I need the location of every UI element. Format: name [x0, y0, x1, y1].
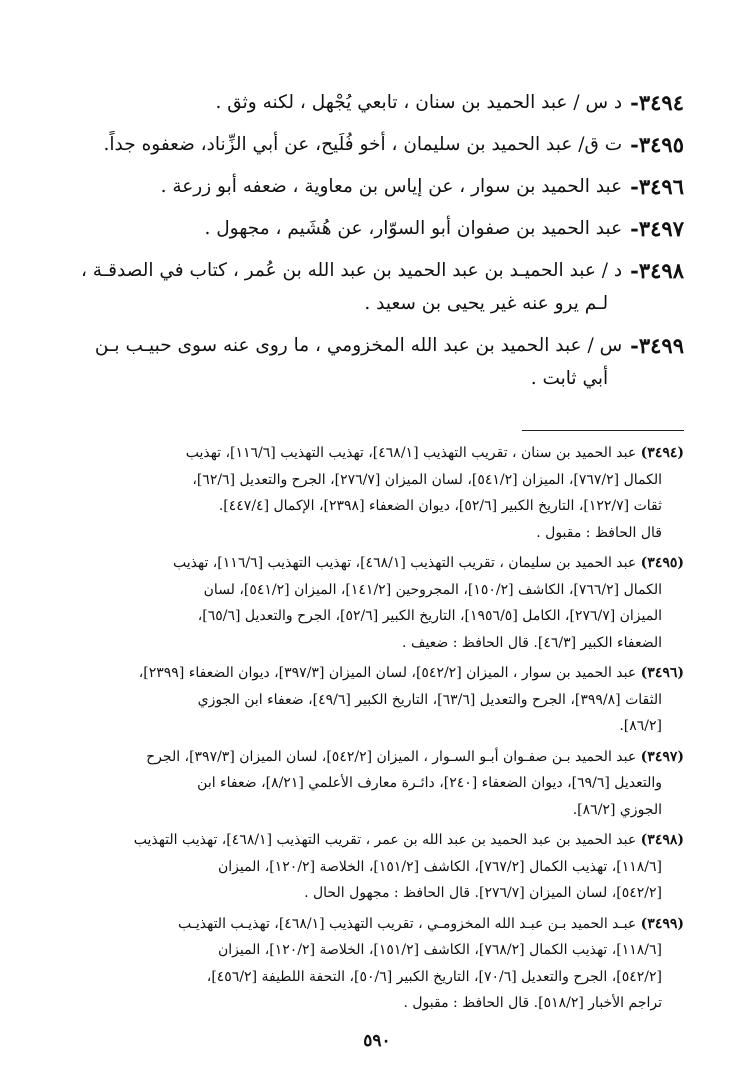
footnote-text: الجوزي [٨٦/٢].: [572, 801, 662, 818]
entry-number: ٣٤٩٤: [638, 90, 684, 115]
entry: ٣٤٩٥ - ت ق/ عبد الحميد بن سليمان ، أخو فُلَيح، عن أبي الزِّناد، ضعفوه جداً.: [64, 128, 684, 161]
entry: ٣٤٩٧ - عبد الحميد بن صفوان أبو السوّار، عن هُشَيم ، مجهول .: [64, 212, 684, 245]
entry-text-continued: أبي ثابت .: [530, 368, 609, 389]
entry: ٣٤٩٨ - د / عبد الحميـد بن عبد الحميد بن عبد الله بن عُمر ، كتاب في الصدقـة ، لـم يرو عنه غير يحيى بن سعيد .: [64, 254, 684, 320]
footnote-text: ثقات [١٢٢/٧]، التاريخ الكبير [٥٢/٦]، ديوان الضعفاء [٢٣٩٨]، الإكمال [٤٤٧/٤].: [218, 498, 662, 514]
footnote-text: عبد الحميد بن عبد الحميد بن عبد الله بن عمر ، تقريب التهذيب [٤٦٨/١]، تهذيب التهذيب: [133, 832, 637, 848]
footnote-text: [٨٦/٢].: [619, 718, 662, 734]
footnote-text: الميزان [٢٧٦/٧]، الكامل [١٩٥٦/٥]، التاريخ الكبير [٥٢/٦]، الجرح والتعديل [٦٥/٦]،: [197, 608, 662, 624]
footnote: [66, 911, 684, 1017]
footnote-number: (٣٤٩٥): [640, 555, 684, 571]
footnote-text: عبد الحميد بن سليمان ، تقريب التهذيب [٤٦٨/١]، تهذيب التهذيب [١١٦/٦]، تهذيب: [173, 555, 637, 571]
page-number: ٥٩٠: [363, 1031, 391, 1051]
footnote-text: الكمال [٧٦٦/٢]، الكاشف [١٥٠/٢]، المجروحين [١٤١/٢]، الميزان [٥٤١/٢]، لسان: [203, 581, 662, 598]
footnote-number: (٣٤٩٦): [640, 665, 684, 681]
entry-text: عبد الحميد بن صفوان أبو السوّار، عن هُشَيم ، مجهول .: [204, 218, 623, 239]
entry-text: د س / عبد الحميد بن سنان ، تابعي يُجْهل ، لكنه وثق .: [215, 92, 623, 113]
footnote-number: (٣٤٩٩): [640, 915, 684, 932]
footnote: [66, 660, 684, 740]
footnote-text: تراجم الأخبار [٥١٨/٢]. قال الحافظ : مقبول .: [403, 995, 662, 1011]
entry-number: ٣٤٩٥: [638, 132, 684, 157]
footnote-text: [١١٨/٦]، تهذيب الكمال [٧٦٧/٢]، الكاشف [١٥١/٢]، الخلاصة [١٢٠/٢]، الميزان: [217, 858, 662, 875]
entry-text: د / عبد الحميـد بن عبد الحميد بن عبد الله بن عُمر ، كتاب في الصدقـة ،: [80, 260, 623, 281]
footnote-text: قال الحافظ : مقبول .: [536, 524, 662, 541]
entry-text-continued: لـم يرو عنه غير يحيى بن سعيد .: [364, 293, 609, 314]
footnote-text: عبـد الحميد بـن عبـد الله المخزومـي ، تقريب التهذيب [٤٦٨/١]، تهذيـب التهذيـب: [178, 915, 637, 932]
footnote-text: الثقات [٣٩٩/٨]، الجرح والتعديل [٦٣/٦]، التاريخ الكبير [٤٩/٦]، ضعفاء ابن الجوزي: [197, 691, 662, 708]
footnote-text: والتعديل [٦٩/٦]، ديوان الضعفاء [٢٤٠]، دائـرة معارف الأعلمي [٨/٢١]، ضعفاء ابن: [197, 775, 662, 791]
footnote: [66, 744, 684, 824]
footnote-number: (٣٤٩٧): [640, 748, 684, 765]
footnotes: [66, 440, 684, 1021]
footnote: [66, 827, 684, 907]
footnote-text: عبد الحميد بن سنان ، تقريب التهذيب [٤٦٨/١]، تهذيب التهذيب [١١٦/٦]، تهذيب: [185, 445, 637, 461]
footnote: [66, 550, 684, 656]
footnote-text: [٥٤٢/٢]، الجرح والتعديل [٧٠/٦]، التاريخ الكبير [٥٠/٦]، التحفة اللطيفة [٤٥٦/٢]،: [206, 968, 662, 985]
entry: ٣٤٩٩ - س / عبد الحميد بن عبد الله المخزومي ، ما روى عنه سوى حبيـب بـن أبي ثابت .: [64, 329, 684, 395]
entry-number: ٣٤٩٧: [638, 216, 684, 241]
entry-text: س / عبد الحميد بن عبد الله المخزومي ، ما روى عنه سوى حبيـب بـن: [94, 335, 623, 356]
entry: ٣٤٩٤ - د س / عبد الحميد بن سنان ، تابعي يُجْهل ، لكنه وثق .: [64, 86, 684, 119]
entry-number: ٣٤٩٦: [638, 174, 684, 199]
entries-list: [64, 86, 684, 404]
footnote-number: (٣٤٩٤): [640, 445, 684, 461]
footnote-text: [١١٨/٦]، تهذيب الكمال [٧٦٨/٢]، الكاشف [١٥١/٢]، الخلاصة [١٢٠/٢]، الميزان: [217, 942, 662, 958]
entry-text: ت ق/ عبد الحميد بن سليمان ، أخو فُلَيح، عن أبي الزِّناد، ضعفوه جداً.: [103, 134, 623, 155]
footnote-text: عبد الحميد بـن صفـوان أبـو السـوار ، الميزان [٥٤٢/٢]، لسان الميزان [٣٩٧/٣]، الجرح: [146, 748, 637, 765]
entry-text: عبد الحميد بن سوار ، عن إياس بن معاوية ، ضعفه أبو زرعة .: [160, 176, 623, 197]
footnote: [66, 440, 684, 546]
entry-number: ٣٤٩٩: [638, 333, 684, 358]
footnote-text: [٥٤٢/٢]، لسان الميزان [٢٧٦/٧]. قال الحافظ : مجهول الحال .: [304, 885, 662, 901]
entry-number: ٣٤٩٨: [638, 258, 684, 283]
footnote-text: عبد الحميد بن سوار ، الميزان [٥٤٢/٢]، لسان الميزان [٣٩٧/٣]، ديوان الضعفاء [٢٣٩٩]،: [138, 665, 637, 681]
footnote-text: الضعفاء الكبير [٤٦/٣]. قال الحافظ : ضعيف .: [402, 634, 662, 651]
footnote-text: الكمال [٧٦٧/٢]، الميزان [٥٤١/٢]، لسان الميزان [٢٧٦/٧]، الجرح والتعديل [٦٢/٦]،: [192, 471, 662, 488]
footnote-number: (٣٤٩٨): [640, 832, 684, 848]
entry: ٣٤٩٦ - عبد الحميد بن سوار ، عن إياس بن معاوية ، ضعفه أبو زرعة .: [64, 170, 684, 203]
footnote-separator: [522, 430, 684, 431]
